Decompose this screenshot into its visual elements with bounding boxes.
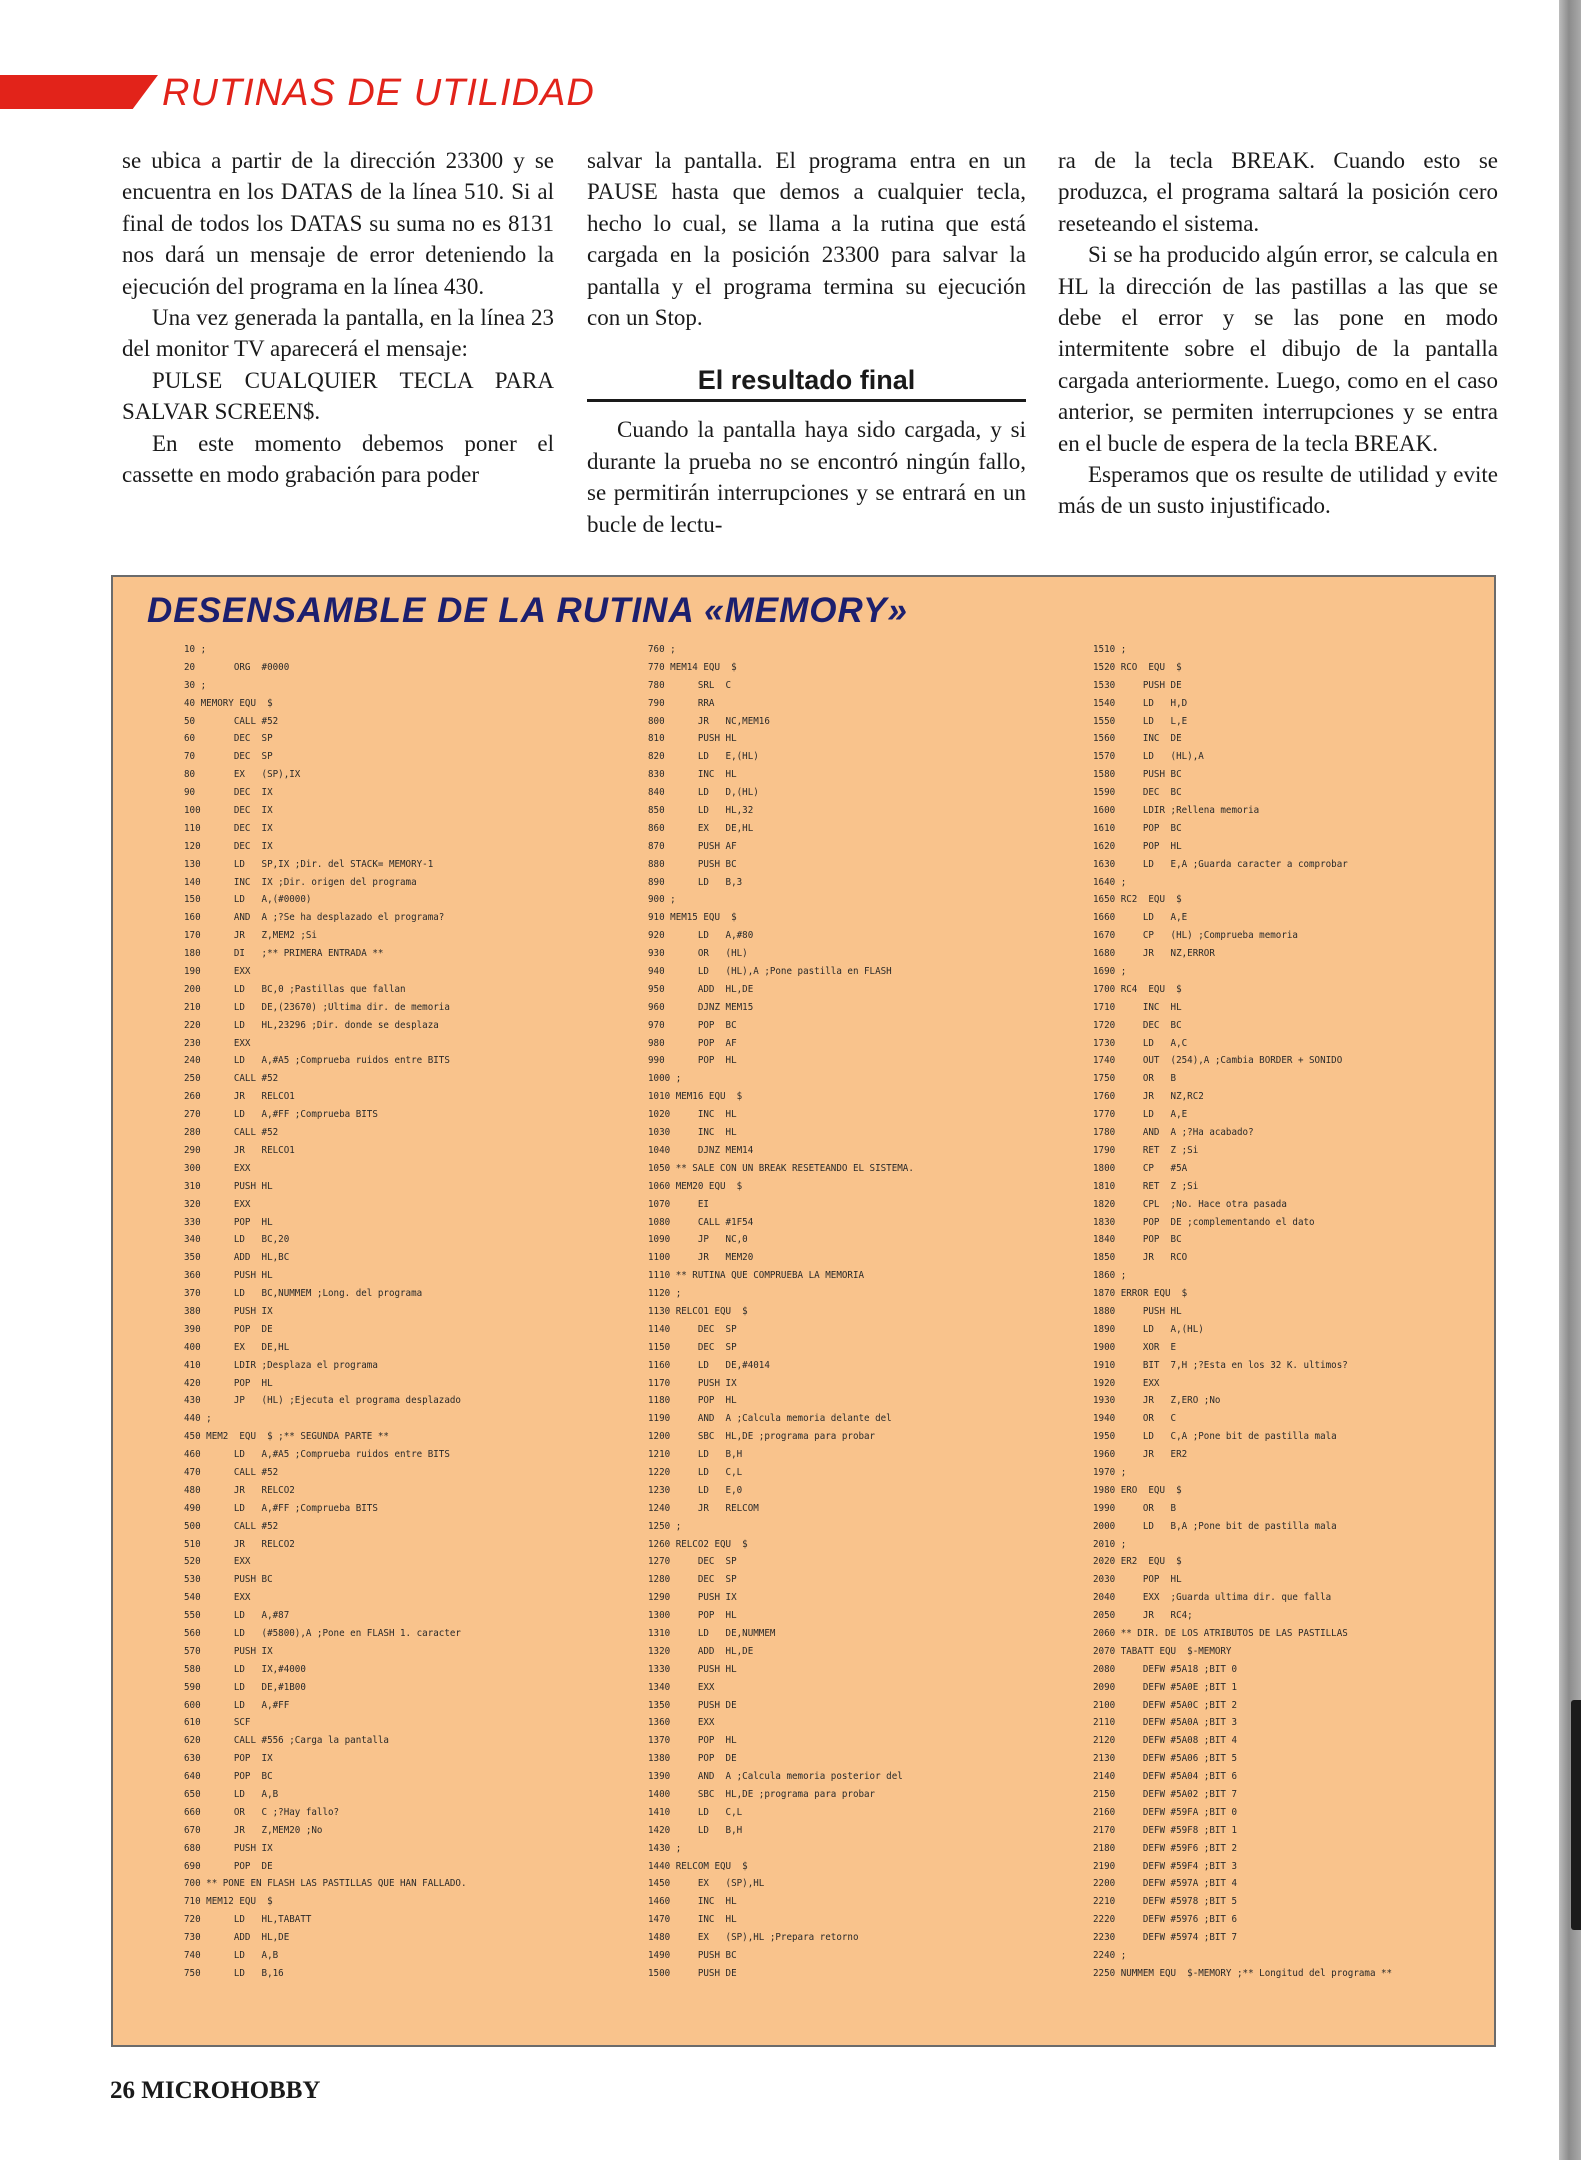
code-line: 1260 RELCO2 EQU $ [648, 1538, 748, 1550]
code-line: 420 POP HL [184, 1377, 273, 1389]
code-line: 1590 DEC BC [1093, 787, 1182, 799]
code-line: 90 DEC IX [184, 787, 273, 799]
code-line: 2220 DEFW #5976 ;BIT 6 [1093, 1914, 1238, 1926]
code-line: 1790 RET Z ;Si [1093, 1144, 1199, 1156]
code-line: 1690 ; [1093, 966, 1127, 978]
code-line: 170 JR Z,MEM2 ;Si [184, 930, 317, 942]
code-line: 920 LD A,#80 [648, 930, 754, 942]
code-line: 760 ; [648, 644, 676, 655]
section-title: RUTINAS DE UTILIDAD [162, 72, 595, 114]
code-line: 460 LD A,#A5 ;Comprueba ruidos entre BITS [184, 1449, 450, 1461]
code-line: 2170 DEFW #59F8 ;BIT 1 [1093, 1824, 1238, 1836]
code-line: 100 DEC IX [184, 805, 273, 817]
code-line: 2160 DEFW #59FA ;BIT 0 [1093, 1806, 1238, 1818]
code-line: 960 DJNZ MEM15 [648, 1001, 754, 1013]
code-line: 740 LD A,B [184, 1950, 279, 1962]
code-line: 810 PUSH HL [648, 733, 737, 745]
code-line: 1180 POP HL [648, 1395, 737, 1407]
code-line: 1110 ** RUTINA QUE COMPRUEBA LA MEMORIA [648, 1270, 865, 1282]
code-line: 660 OR C ;?Hay fallo? [184, 1806, 340, 1818]
code-line: 1380 POP DE [648, 1753, 737, 1765]
code-line: 1330 PUSH HL [648, 1663, 737, 1675]
code-line: 710 MEM12 EQU $ [184, 1896, 273, 1908]
code-line: 60 DEC SP [184, 733, 273, 745]
code-line: 580 LD IX,#4000 [184, 1663, 306, 1675]
code-line: 2110 DEFW #5A0A ;BIT 3 [1093, 1717, 1238, 1729]
code-line: 1420 LD B,H [648, 1824, 743, 1836]
code-line: 2140 DEFW #5A04 ;BIT 6 [1093, 1771, 1238, 1783]
code-line: 190 EXX [184, 966, 251, 978]
article-paragraph: Cuando la pantalla haya sido cargada, y si durante la prueba no se encontró ningún fallo, se permitirán interrupciones y se entrará en un bucle de lectu- [587, 417, 1026, 537]
listing-column-3 [1093, 641, 1392, 1983]
code-line: 930 OR (HL) [648, 948, 748, 960]
code-line: 290 JR RELCO1 [184, 1144, 295, 1156]
code-line: 2180 DEFW #59F6 ;BIT 2 [1093, 1842, 1238, 1854]
code-line: 1730 LD A,C [1093, 1037, 1188, 1049]
code-line: 1060 MEM20 EQU $ [648, 1180, 743, 1192]
code-line: 890 LD B,3 [648, 876, 743, 888]
code-line: 180 DI ;** PRIMERA ENTRADA ** [184, 948, 384, 960]
code-line: 2010 ; [1093, 1538, 1127, 1550]
code-line: 720 LD HL,TABATT [184, 1914, 312, 1926]
code-line: 850 LD HL,32 [648, 805, 754, 817]
code-line: 1170 PUSH IX [648, 1377, 737, 1389]
code-line: 1860 ; [1093, 1270, 1127, 1282]
code-line: 1660 LD A,E [1093, 912, 1188, 924]
code-line: 70 DEC SP [184, 751, 273, 763]
code-line: 1500 PUSH DE [648, 1967, 737, 1979]
code-line: 1540 LD H,D [1093, 697, 1188, 709]
code-line: 770 MEM14 EQU $ [648, 661, 737, 673]
code-line: 490 LD A,#FF ;Comprueba BITS [184, 1502, 378, 1514]
code-line: 240 LD A,#A5 ;Comprueba ruidos entre BITS [184, 1055, 450, 1067]
code-line: 1630 LD E,A ;Guarda caracter a comprobar [1093, 858, 1348, 870]
code-line: 1350 PUSH DE [648, 1699, 737, 1711]
code-line: 480 JR RELCO2 [184, 1484, 295, 1496]
code-line: 620 CALL #556 ;Carga la pantalla [184, 1735, 389, 1747]
article-paragraph: ra de la tecla BREAK. Cuando esto se produzca, el programa saltará la posición cero reseteando el sistema. [1058, 148, 1498, 236]
code-line: 1450 EX (SP),HL [648, 1878, 765, 1890]
code-line: 1210 LD B,H [648, 1449, 743, 1461]
code-line: 1130 RELCO1 EQU $ [648, 1305, 748, 1317]
code-line: 2060 ** DIR. DE LOS ATRIBUTOS DE LAS PASTILLAS [1093, 1627, 1348, 1639]
code-line: 680 PUSH IX [184, 1842, 273, 1854]
code-line: 2120 DEFW #5A08 ;BIT 4 [1093, 1735, 1238, 1747]
code-line: 350 ADD HL,BC [184, 1252, 290, 1264]
code-line: 1880 PUSH HL [1093, 1305, 1182, 1317]
listing-column-1 [184, 641, 466, 1983]
code-line: 500 CALL #52 [184, 1520, 279, 1532]
code-line: 970 POP BC [648, 1019, 737, 1031]
code-line: 1080 CALL #1F54 [648, 1216, 754, 1228]
code-line: 2080 DEFW #5A18 ;BIT 0 [1093, 1663, 1238, 1675]
code-line: 1000 ; [648, 1073, 682, 1085]
code-line: 230 EXX [184, 1037, 251, 1049]
code-line: 1460 INC HL [648, 1896, 737, 1908]
code-line: 1020 INC HL [648, 1109, 737, 1121]
code-line: 1780 AND A ;?Ha acabado? [1093, 1127, 1254, 1139]
code-line: 110 DEC IX [184, 822, 273, 834]
code-line: 1560 INC DE [1093, 733, 1182, 745]
code-line: 670 JR Z,MEM20 ;No [184, 1824, 323, 1836]
code-line: 210 LD DE,(23670) ;Ultima dir. de memoria [184, 1001, 450, 1013]
code-line: 1390 AND A ;Calcula memoria posterior del [648, 1771, 903, 1783]
code-line: 2230 DEFW #5974 ;BIT 7 [1093, 1932, 1238, 1944]
code-line: 1100 JR MEM20 [648, 1252, 754, 1264]
code-line: 1890 LD A,(HL) [1093, 1323, 1204, 1335]
code-line: 2150 DEFW #5A02 ;BIT 7 [1093, 1789, 1238, 1800]
code-line: 1530 PUSH DE [1093, 679, 1182, 691]
code-line: 250 CALL #52 [184, 1073, 279, 1085]
article-paragraph: PULSE CUALQUIER TECLA PARA SALVAR SCREEN$. [122, 367, 554, 425]
code-line: 600 LD A,#FF [184, 1699, 290, 1711]
code-line: 950 ADD HL,DE [648, 983, 754, 995]
listing-column-2 [648, 641, 914, 1983]
code-line: 1950 LD C,A ;Pone bit de pastilla mala [1093, 1431, 1337, 1443]
code-listing-box [111, 575, 1496, 2047]
code-line: 1490 PUSH BC [648, 1950, 737, 1962]
code-line: 1840 POP BC [1093, 1234, 1182, 1246]
code-line: 380 PUSH IX [184, 1305, 273, 1317]
code-line: 410 LDIR ;Desplaza el programa [184, 1359, 378, 1371]
code-line: 330 POP HL [184, 1216, 273, 1228]
code-line: 1010 MEM16 EQU $ [648, 1091, 743, 1103]
code-line: 780 SRL C [648, 679, 732, 691]
code-line: 1770 LD A,E [1093, 1109, 1188, 1121]
code-line: 610 SCF [184, 1717, 251, 1729]
code-line: 1480 EX (SP),HL ;Prepara retorno [648, 1932, 859, 1944]
code-line: 1440 RELCOM EQU $ [648, 1860, 748, 1872]
code-line: 1550 LD L,E [1093, 715, 1188, 727]
code-line: 510 JR RELCO2 [184, 1538, 295, 1550]
code-line: 2050 JR RC4; [1093, 1610, 1193, 1622]
code-line: 1720 DEC BC [1093, 1019, 1182, 1031]
code-line: 1960 JR ER2 [1093, 1449, 1188, 1461]
code-line: 1220 LD C,L [648, 1466, 743, 1478]
code-line: 1520 RCO EQU $ [1093, 661, 1182, 673]
code-line: 260 JR RELCO1 [184, 1091, 295, 1103]
code-line: 340 LD BC,20 [184, 1234, 290, 1246]
code-line: 1290 PUSH IX [648, 1592, 737, 1604]
code-line: 400 EX DE,HL [184, 1341, 290, 1353]
code-line: 270 LD A,#FF ;Comprueba BITS [184, 1109, 378, 1121]
code-line: 1230 LD E,0 [648, 1484, 743, 1496]
code-line: 1620 POP HL [1093, 840, 1182, 852]
code-line: 1280 DEC SP [648, 1574, 737, 1586]
code-line: 300 EXX [184, 1162, 251, 1174]
code-line: 320 EXX [184, 1198, 251, 1210]
code-line: 150 LD A,(#0000) [184, 894, 312, 906]
article-column-3 [1058, 145, 1498, 522]
code-line: 540 EXX [184, 1592, 251, 1604]
code-line: 390 POP DE [184, 1323, 273, 1335]
article-column-1 [122, 145, 554, 490]
code-line: 220 LD HL,23296 ;Dir. donde se desplaza [184, 1019, 439, 1031]
code-line: 730 ADD HL,DE [184, 1932, 290, 1944]
code-line: 1980 ERO EQU $ [1093, 1484, 1182, 1496]
code-line: 530 PUSH BC [184, 1574, 273, 1586]
code-line: 2200 DEFW #597A ;BIT 4 [1093, 1878, 1238, 1890]
code-line: 820 LD E,(HL) [648, 751, 759, 763]
code-line: 1870 ERROR EQU $ [1093, 1288, 1188, 1300]
code-line: 2240 ; [1093, 1950, 1127, 1962]
code-line: 430 JP (HL) ;Ejecuta el programa desplazado [184, 1395, 461, 1407]
code-line: 790 RRA [648, 697, 715, 709]
code-line: 560 LD (#5800),A ;Pone en FLASH 1. caracter [184, 1627, 461, 1639]
code-line: 1240 JR RELCOM [648, 1502, 759, 1514]
code-line: 440 ; [184, 1413, 212, 1425]
code-line: 550 LD A,#87 [184, 1610, 290, 1622]
code-line: 690 POP DE [184, 1860, 273, 1872]
code-line: 130 LD SP,IX ;Dir. del STACK= MEMORY-1 [184, 858, 434, 870]
article-paragraph: Si se ha producido algún error, se calcula en HL la dirección de las pastillas a las que se debe el error y se las pone en modo intermitente sobre el dibujo de la pantalla cargada anteriormente. Luego, como en el caso anterior, se permiten interrupciones y se entra en el bucle de espera de la tecla BREAK. [1058, 242, 1498, 456]
code-line: 830 INC HL [648, 769, 737, 781]
code-line: 1640 ; [1093, 876, 1127, 888]
code-line: 1600 LDIR ;Rellena memoria [1093, 805, 1260, 817]
article-paragraph: Esperamos que os resulte de utilidad y evite más de un susto injustificado. [1058, 462, 1498, 519]
article-paragraph: salvar la pantalla. El programa entra en un PAUSE hasta que demos a cualquier tecla, hecho lo cual, se llama a la rutina que está cargada en la posición 23300 para salvar la pantalla y el programa termina su ejecución con un Stop. [587, 148, 1026, 331]
page-footer: 26 MICROHOBBY [110, 2077, 321, 2104]
code-line: 2070 TABATT EQU $-MEMORY [1093, 1645, 1232, 1657]
code-line: 1300 POP HL [648, 1610, 737, 1622]
code-line: 1750 OR B [1093, 1073, 1177, 1085]
code-line: 1310 LD DE,NUMMEM [648, 1627, 776, 1639]
code-line: 1610 POP BC [1093, 822, 1182, 834]
code-line: 570 PUSH IX [184, 1645, 273, 1657]
code-line: 1850 JR RCO [1093, 1252, 1188, 1264]
article-paragraph: se ubica a partir de la dirección 23300 y se encuentra en los DATAS de la línea 510. Si al final de todos los DATAS su suma no es 8131 nos dará un mensaje de error deteniendo la ejecución del programa en la línea 430. [122, 148, 554, 299]
code-line: 750 LD B,16 [184, 1967, 284, 1979]
code-line: 40 MEMORY EQU $ [184, 697, 273, 709]
code-line: 1670 CP (HL) ;Comprueba memoria [1093, 930, 1298, 942]
code-line: 160 AND A ;?Se ha desplazado el programa? [184, 912, 445, 924]
code-line: 1320 ADD HL,DE [648, 1645, 754, 1657]
code-line: 120 DEC IX [184, 840, 273, 852]
code-line: 450 MEM2 EQU $ ;** SEGUNDA PARTE ** [184, 1431, 389, 1443]
code-line: 280 CALL #52 [184, 1127, 279, 1139]
code-line: 2250 NUMMEM EQU $-MEMORY ;** Longitud del programa ** [1093, 1967, 1393, 1979]
code-line: 1760 JR NZ,RC2 [1093, 1091, 1204, 1103]
code-line: 1360 EXX [648, 1717, 715, 1729]
code-line: 700 ** PONE EN FLASH LAS PASTILLAS QUE HAN FALLADO. [184, 1878, 467, 1890]
code-line: 1570 LD (HL),A [1093, 751, 1204, 763]
code-line: 1510 ; [1093, 644, 1127, 655]
code-line: 1250 ; [648, 1520, 682, 1532]
code-line: 310 PUSH HL [184, 1180, 273, 1192]
code-line: 1930 JR Z,ERO ;No [1093, 1395, 1221, 1407]
code-line: 10 ; [184, 644, 207, 655]
section-accent-bar [0, 75, 158, 109]
code-line: 30 ; [184, 679, 207, 691]
code-line: 1470 INC HL [648, 1914, 737, 1926]
article-column-2 [587, 145, 1026, 540]
binder-tab [1571, 1700, 1581, 1930]
code-line: 860 EX DE,HL [648, 822, 754, 834]
code-line: 1580 PUSH BC [1093, 769, 1182, 781]
code-line: 1150 DEC SP [648, 1341, 737, 1353]
code-line: 640 POP BC [184, 1771, 273, 1783]
code-line: 520 EXX [184, 1556, 251, 1568]
code-line: 1270 DEC SP [648, 1556, 737, 1568]
code-line: 20 ORG #0000 [184, 661, 290, 673]
code-line: 1200 SBC HL,DE ;programa para probar [648, 1431, 876, 1443]
code-line: 1040 DJNZ MEM14 [648, 1144, 754, 1156]
code-line: 1160 LD DE,#4014 [648, 1359, 770, 1371]
code-line: 1900 XOR E [1093, 1341, 1177, 1353]
code-line: 1140 DEC SP [648, 1323, 737, 1335]
code-line: 630 POP IX [184, 1753, 273, 1765]
code-line: 980 POP AF [648, 1037, 737, 1049]
code-line: 2000 LD B,A ;Pone bit de pastilla mala [1093, 1520, 1337, 1532]
code-line: 200 LD BC,0 ;Pastillas que fallan [184, 983, 406, 995]
code-line: 1800 CP #5A [1093, 1162, 1188, 1174]
code-line: 880 PUSH BC [648, 858, 737, 870]
code-line: 470 CALL #52 [184, 1466, 279, 1478]
code-line: 1370 POP HL [648, 1735, 737, 1747]
code-line: 1920 EXX [1093, 1377, 1160, 1389]
code-line: 1830 POP DE ;complementando el dato [1093, 1216, 1315, 1228]
code-line: 2020 ER2 EQU $ [1093, 1556, 1182, 1568]
code-line: 1340 EXX [648, 1681, 715, 1693]
code-line: 1650 RC2 EQU $ [1093, 894, 1182, 906]
code-line: 1710 INC HL [1093, 1001, 1182, 1013]
code-line: 1120 ; [648, 1288, 682, 1300]
code-line: 940 LD (HL),A ;Pone pastilla en FLASH [648, 966, 892, 978]
code-line: 2030 POP HL [1093, 1574, 1182, 1586]
code-line: 800 JR NC,MEM16 [648, 715, 770, 727]
code-line: 840 LD D,(HL) [648, 787, 759, 799]
code-line: 360 PUSH HL [184, 1270, 273, 1282]
code-line: 1700 RC4 EQU $ [1093, 983, 1182, 995]
code-line: 1070 EI [648, 1198, 709, 1210]
code-line: 2130 DEFW #5A06 ;BIT 5 [1093, 1753, 1238, 1765]
code-line: 1400 SBC HL,DE ;programa para probar [648, 1789, 876, 1800]
code-line: 1090 JP NC,0 [648, 1234, 748, 1246]
code-line: 1030 INC HL [648, 1127, 737, 1139]
article-paragraph: En este momento debemos poner el cassette en modo grabación para poder [122, 430, 554, 488]
code-line: 2040 EXX ;Guarda ultima dir. que falla [1093, 1592, 1332, 1604]
code-line: 50 CALL #52 [184, 715, 279, 727]
code-line: 1940 OR C [1093, 1413, 1177, 1425]
code-line: 1740 OUT (254),A ;Cambia BORDER + SONIDO [1093, 1055, 1343, 1067]
code-line: 990 POP HL [648, 1055, 737, 1067]
code-line: 2090 DEFW #5A0E ;BIT 1 [1093, 1681, 1238, 1693]
code-line: 1680 JR NZ,ERROR [1093, 948, 1215, 960]
code-line: 2210 DEFW #5978 ;BIT 5 [1093, 1896, 1238, 1908]
code-line: 900 ; [648, 894, 676, 906]
code-line: 590 LD DE,#1B00 [184, 1681, 306, 1693]
code-line: 1410 LD C,L [648, 1806, 743, 1818]
code-line: 1910 BIT 7,H ;?Esta en los 32 K. ultimos? [1093, 1359, 1348, 1371]
listing-title: DESENSAMBLE DE LA RUTINA «MEMORY» [147, 591, 908, 630]
code-line: 1190 AND A ;Calcula memoria delante del [648, 1413, 892, 1425]
code-line: 80 EX (SP),IX [184, 769, 301, 781]
code-line: 1990 OR B [1093, 1502, 1177, 1514]
code-line: 2190 DEFW #59F4 ;BIT 3 [1093, 1860, 1238, 1872]
code-line: 910 MEM15 EQU $ [648, 912, 737, 924]
code-line: 1970 ; [1093, 1466, 1127, 1478]
code-line: 370 LD BC,NUMMEM ;Long. del programa [184, 1288, 423, 1300]
code-line: 650 LD A,B [184, 1789, 279, 1800]
code-line: 1050 ** SALE CON UN BREAK RESETEANDO EL SISTEMA. [648, 1162, 914, 1174]
code-line: 2100 DEFW #5A0C ;BIT 2 [1093, 1699, 1238, 1711]
code-line: 1810 RET Z ;Si [1093, 1180, 1199, 1192]
code-line: 1820 CPL ;No. Hace otra pasada [1093, 1198, 1287, 1210]
code-line: 870 PUSH AF [648, 840, 737, 852]
code-line: 1430 ; [648, 1842, 682, 1854]
section-heading: El resultado final [587, 363, 1026, 402]
code-line: 140 INC IX ;Dir. origen del programa [184, 876, 417, 888]
article-paragraph: Una vez generada la pantalla, en la línea 23 del monitor TV aparecerá el mensaje: [122, 305, 554, 362]
